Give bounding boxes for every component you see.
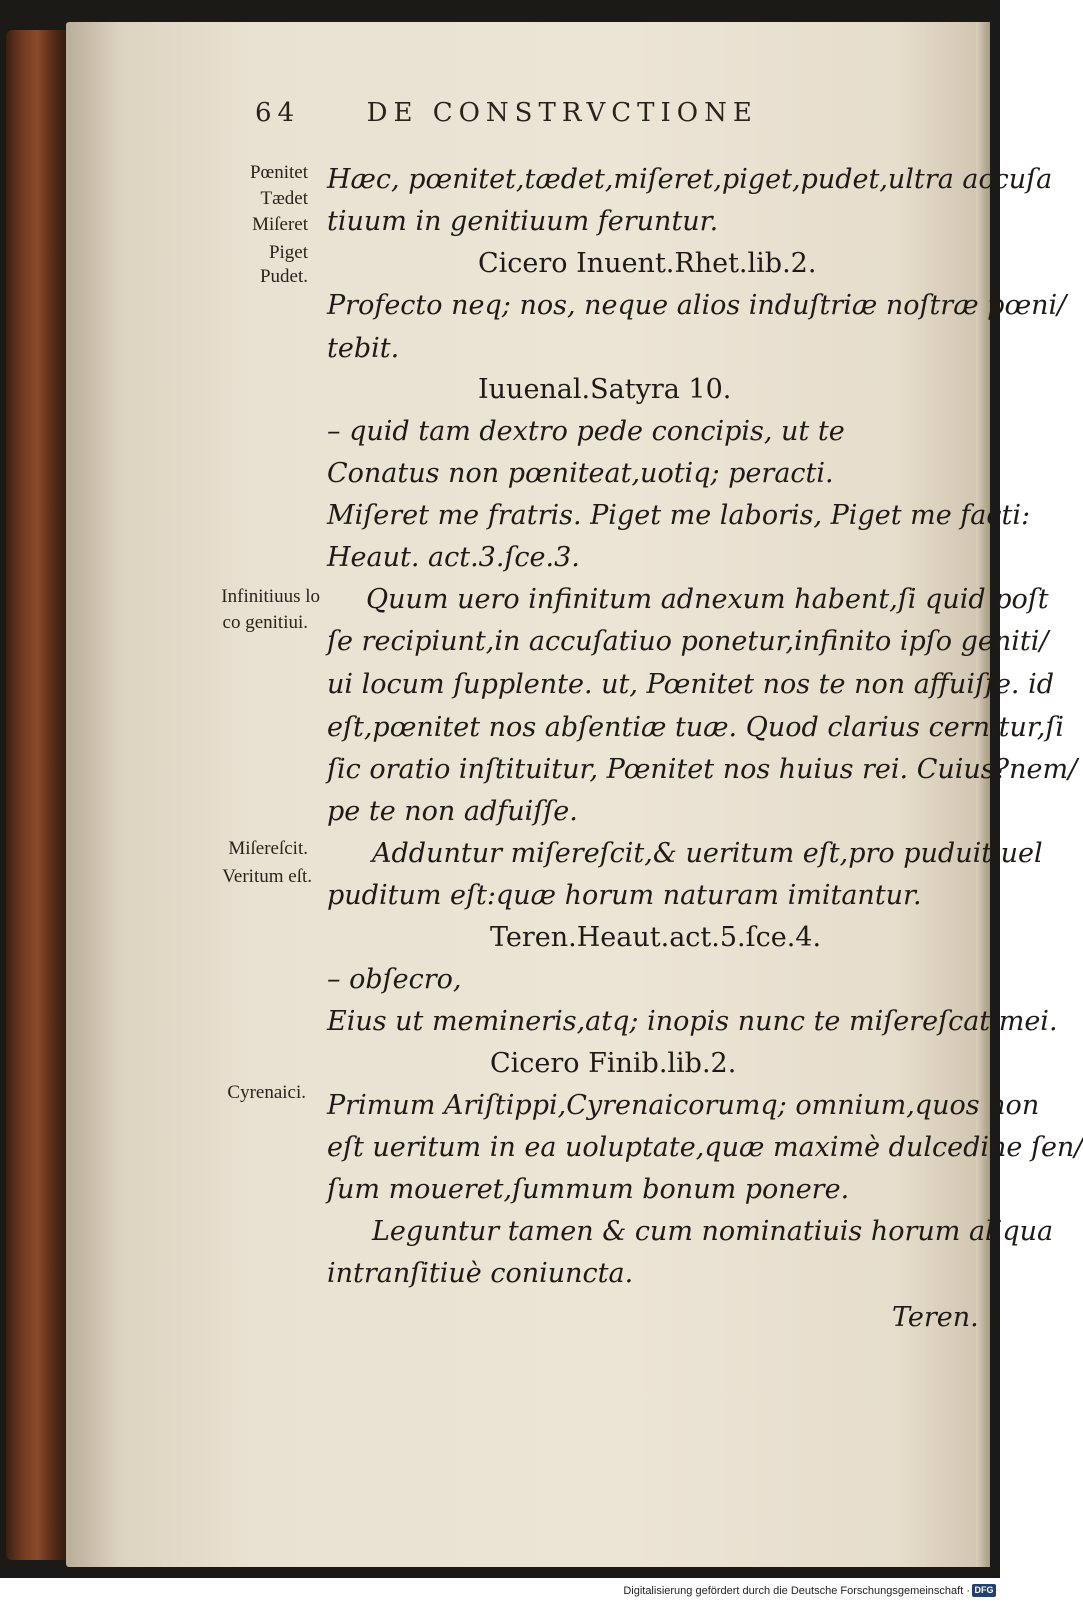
body-line: tiuum in genitiuum feruntur. <box>327 206 719 237</box>
book-spine <box>6 30 68 1560</box>
digitization-credit: Digitalisierung gefördert durch die Deutsche Forschungsgemeinschaft · <box>623 1585 970 1597</box>
body-line: eſt ueritum in ea uoluptate,quæ maximè dulcedine ſen/ <box>327 1132 1083 1163</box>
citation-line: Teren.Heaut.act.5.ſce.4. <box>490 922 822 953</box>
body-line: ſic oratio inſtituitur, Pœnitet nos huius rei. Cuius?nem/ <box>327 754 1078 785</box>
body-line: Eius ut memineris,atq; inopis nunc te miſereſcat mei. <box>327 1006 1058 1037</box>
body-line: ſe recipiunt,in accuſatiuo ponetur,infinito ipſo geniti/ <box>327 626 1049 657</box>
dfg-logo-icon: DFG <box>972 1584 996 1597</box>
body-line: Primum Ariſtippi,Cyrenaicorumq; omnium,quos non <box>327 1090 1040 1121</box>
margin-note: Veritum eſt. <box>222 866 312 887</box>
body-line: tebit. <box>327 333 400 364</box>
body-line: Conatus non pœniteat,uotiq; peracti. <box>327 458 834 489</box>
body-line: Heaut. act.3.ſce.3. <box>327 542 580 573</box>
body-line: – quid tam dextro pede concipis, ut te <box>327 416 845 447</box>
body-line: intranſitiuè coniuncta. <box>327 1258 634 1289</box>
body-line: eſt,pœnitet nos abſentiæ tuæ. Quod clarius cernitur,ſi <box>327 712 1065 743</box>
margin-note: Miſereſcit. <box>228 838 308 859</box>
running-header <box>255 98 758 128</box>
margin-note: Infinitiuus lo <box>221 586 320 607</box>
margin-note: Tædet <box>260 188 308 209</box>
body-line: Hæc, pœnitet,tædet,miſeret,piget,pudet,ultra accuſa <box>327 164 1053 195</box>
body-line: Profecto neq; nos, neque alios induſtriæ noſtræ pœni/ <box>327 290 1067 321</box>
body-line: puditum eſt:quæ horum naturam imitantur. <box>327 880 922 911</box>
body-line: Miſeret me fratris. Piget me laboris, Piget me facti: <box>327 500 1031 531</box>
body-line: pe te non adfuiſſe. <box>327 796 578 827</box>
body-line: Quum uero infinitum adnexum habent,ſi quid poſt <box>366 584 1049 615</box>
catchword: Teren. <box>892 1302 979 1333</box>
margin-note: co genitiui. <box>222 612 308 633</box>
margin-note: Pœnitet <box>249 162 308 183</box>
running-head: DE CONSTRVCTIONE <box>366 98 758 128</box>
margin-note: Pudet. <box>259 266 308 287</box>
body-line: Adduntur miſereſcit,& ueritum eſt,pro puduit,uel <box>372 838 1043 869</box>
margin-note: Miſeret <box>252 214 308 235</box>
body-line: ui locum ſupplente. ut, Pœnitet nos te non affuiſſe. id <box>327 669 1055 700</box>
page-number: 64 <box>255 98 301 128</box>
body-line: ſum moueret,ſummum bonum ponere. <box>327 1174 850 1205</box>
margin-note: Cyrenaici. <box>227 1082 306 1103</box>
page-edge <box>976 22 990 1567</box>
citation-line: Iuuenal.Satyra 10. <box>478 374 732 405</box>
margin-note: Piget <box>268 242 308 263</box>
body-line: Leguntur tamen & cum nominatiuis horum aliqua <box>372 1216 1054 1247</box>
citation-line: Cicero Finib.lib.2. <box>490 1048 737 1079</box>
body-line: – obſecro, <box>327 964 462 995</box>
citation-line: Cicero Inuent.Rhet.lib.2. <box>478 248 817 279</box>
